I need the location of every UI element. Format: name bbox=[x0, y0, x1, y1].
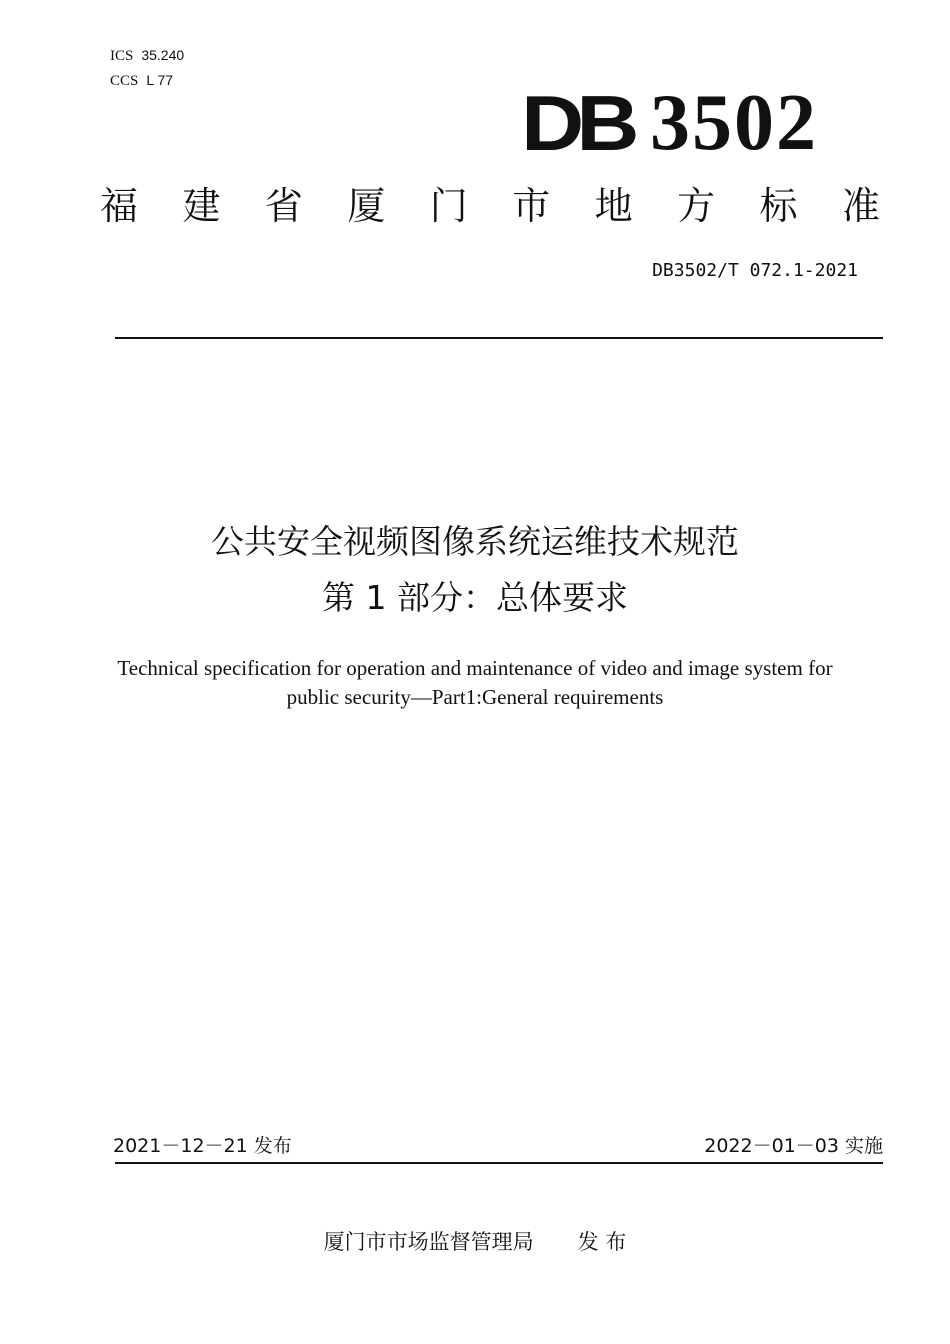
issuer-action: 发 布 bbox=[577, 1230, 627, 1254]
issuer-name: 厦门市市场监督管理局 bbox=[323, 1230, 534, 1254]
implement-date: 2022－01－03 实施 bbox=[704, 1135, 883, 1157]
title-en-line1: Technical specification for operation and maintenance of video and image system for bbox=[117, 656, 833, 680]
issuer bbox=[0, 1226, 950, 1256]
ccs-label: CCS bbox=[110, 73, 139, 89]
ccs-value: L 77 bbox=[146, 72, 174, 88]
standard-classification bbox=[100, 180, 880, 232]
classification-char: 建 bbox=[182, 184, 221, 228]
standard-number: DB3502/T 072.1-2021 bbox=[652, 260, 858, 281]
classification-char: 准 bbox=[841, 184, 880, 228]
db-standard-mark bbox=[521, 78, 818, 167]
top-divider bbox=[115, 337, 883, 339]
classification-char: 厦 bbox=[347, 184, 386, 228]
title-cn-line1: 公共安全视频图像系统运维技术规范 bbox=[211, 522, 739, 561]
db-mark-number: 3502 bbox=[650, 79, 818, 167]
classification-char: 福 bbox=[100, 184, 139, 228]
db-mark-letters: DB bbox=[521, 79, 632, 167]
classification-char: 省 bbox=[264, 184, 303, 228]
classification-char: 方 bbox=[677, 184, 716, 228]
ics-code bbox=[110, 46, 184, 65]
ics-label: ICS bbox=[110, 48, 134, 64]
title-cn-line2: 第 1 部分：总体要求 bbox=[322, 578, 628, 617]
ics-value: 35.240 bbox=[141, 47, 185, 63]
classification-char: 标 bbox=[759, 184, 798, 228]
publish-date: 2021－12－21 发布 bbox=[113, 1135, 292, 1157]
title-en-line2: public security—Part1:General requirements bbox=[286, 685, 664, 709]
classification-char: 市 bbox=[512, 184, 551, 228]
classification-char: 门 bbox=[429, 184, 468, 228]
ccs-code bbox=[110, 71, 173, 90]
classification-char: 地 bbox=[594, 184, 633, 228]
bottom-divider bbox=[115, 1162, 883, 1164]
